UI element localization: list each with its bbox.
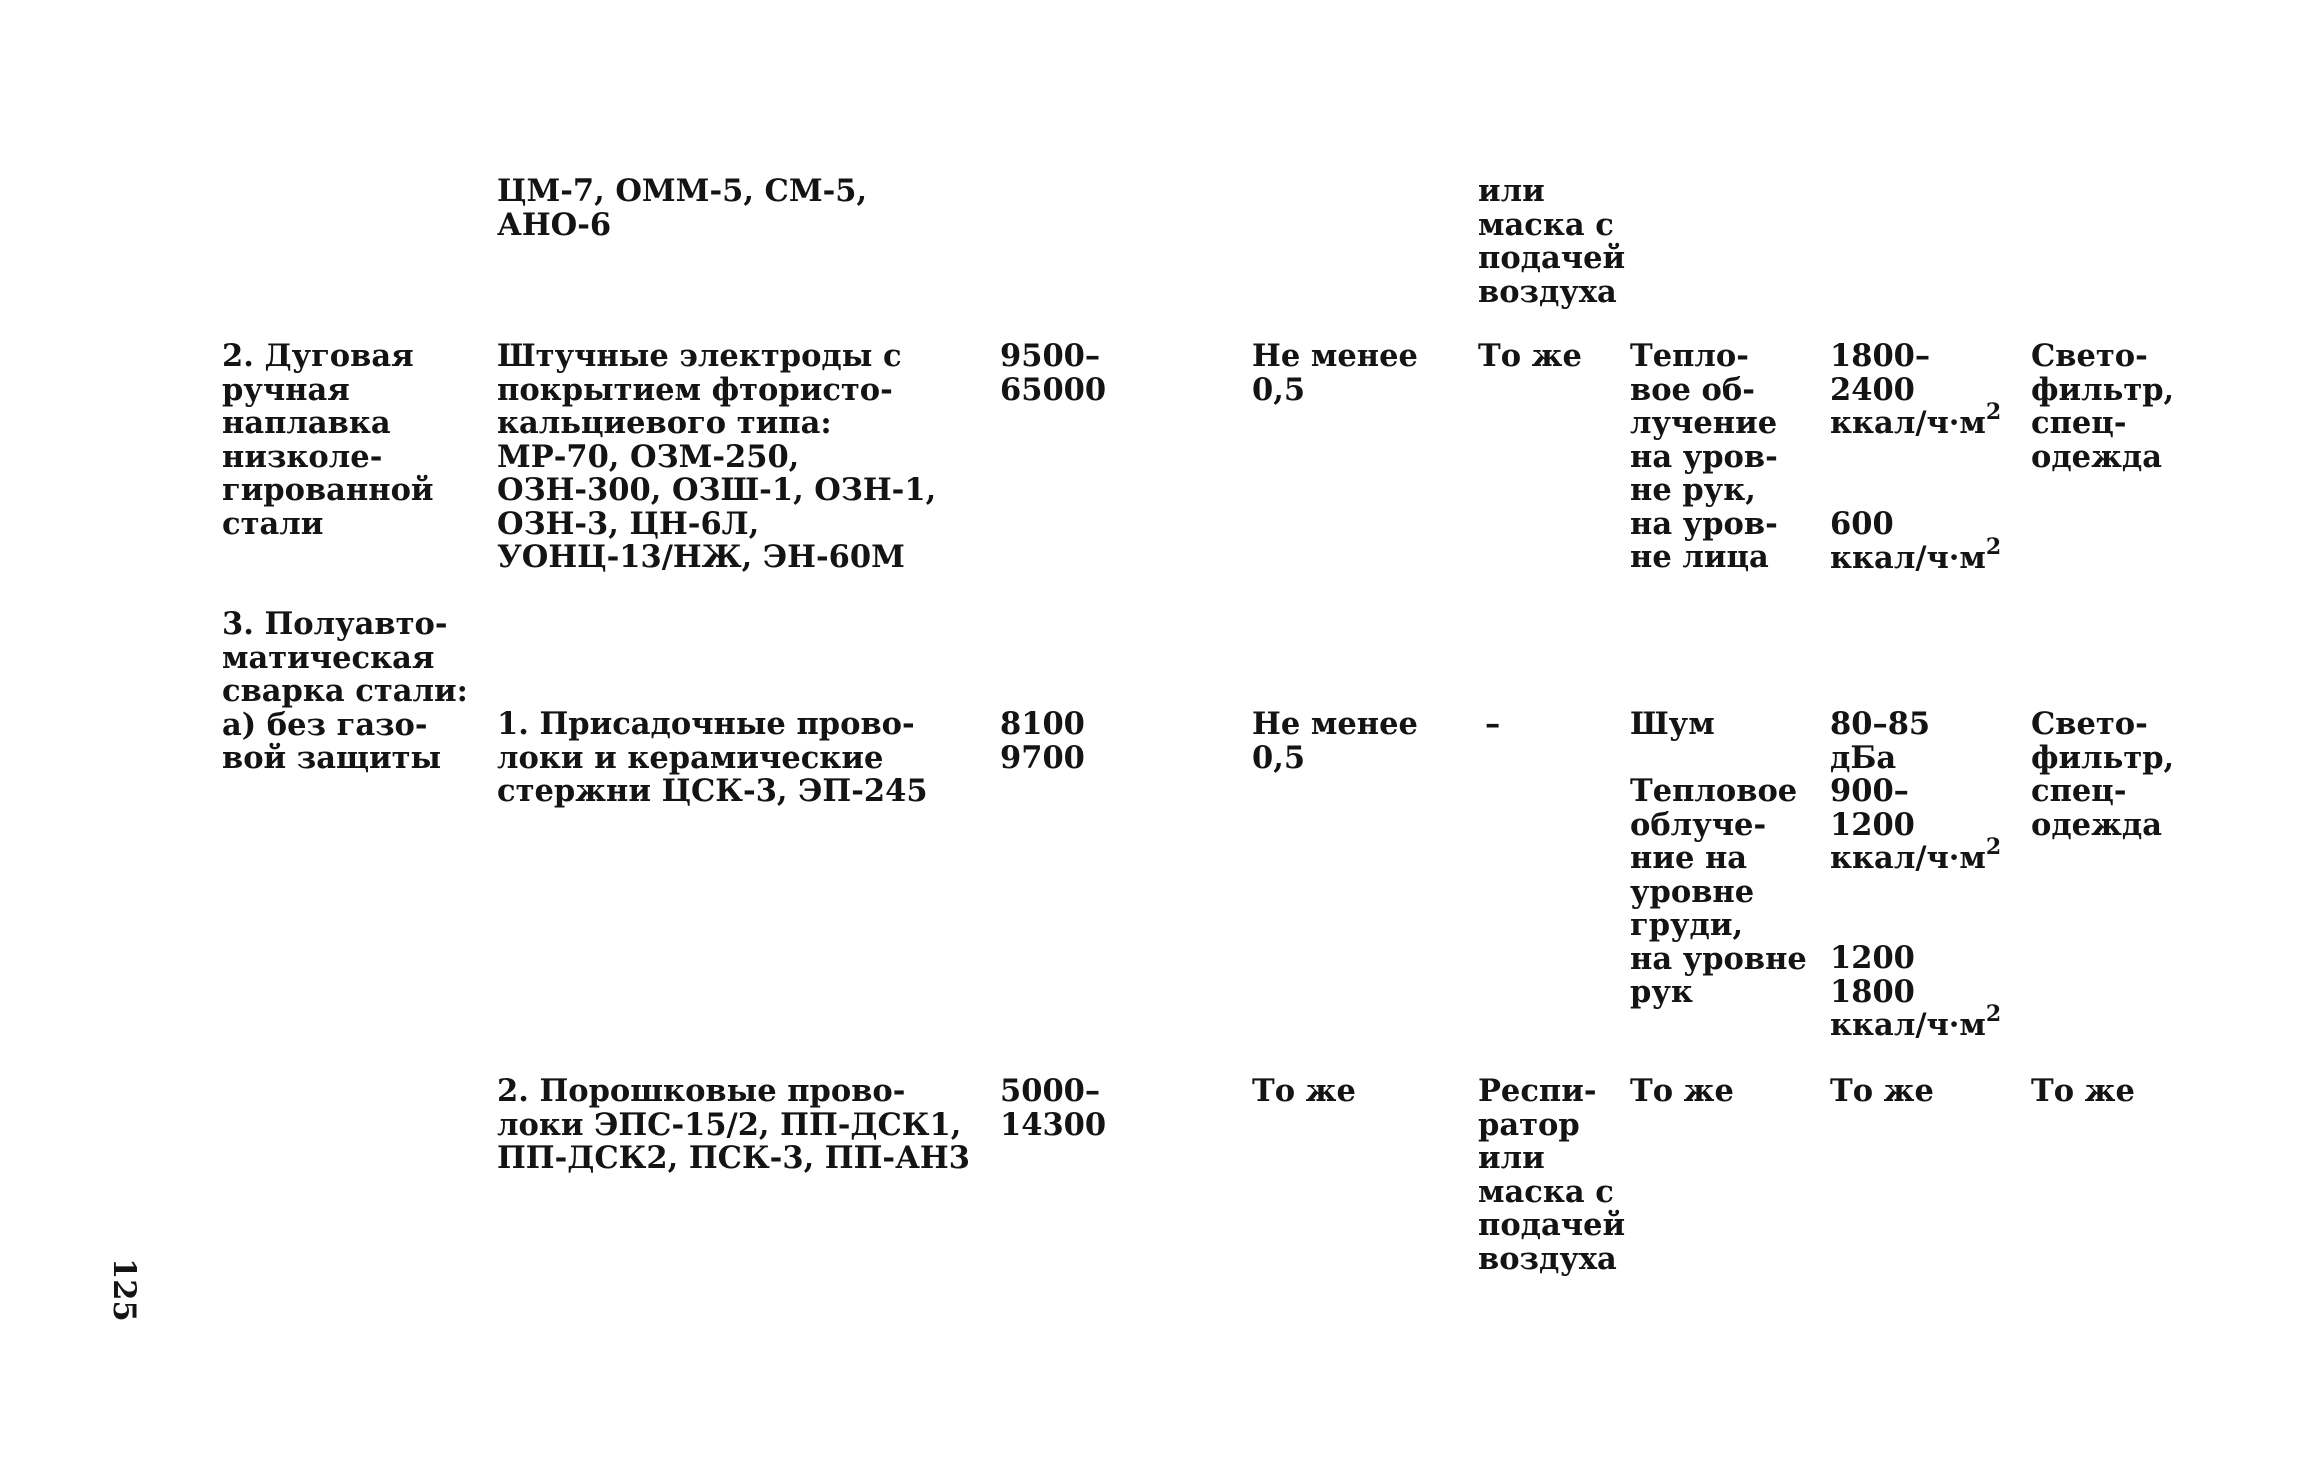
text-line: 2400: [1830, 371, 1915, 408]
text-line: Не менее: [1252, 706, 1418, 742]
text-line: локи и керамические: [497, 739, 884, 776]
unit: ккал/ч·м: [1830, 405, 1986, 441]
text-line: а) без газо-: [222, 706, 428, 743]
row1-protection: [1478, 340, 1582, 374]
text-line: Респи-: [1478, 1073, 1597, 1109]
text-line: стержни ЦСК-3, ЭП-245: [497, 773, 928, 809]
text-line: облуче-: [1630, 806, 1767, 843]
row2-ppe: [2031, 708, 2174, 842]
text-line: стали: [222, 505, 324, 542]
text-line: 65000: [1000, 371, 1107, 408]
text-line: маска с: [1478, 1173, 1614, 1210]
text-line: Свето-: [2031, 338, 2148, 374]
text-line: груди,: [1630, 907, 1744, 943]
text-line: ние на: [1630, 840, 1748, 876]
text-line: не рук,: [1630, 472, 1756, 508]
text-line: МР-70, ОЗМ-250,: [497, 438, 800, 475]
text-line: или: [1478, 1140, 1545, 1176]
text-line: лучение: [1630, 405, 1778, 441]
text-line: 2. Порошковые прово-: [497, 1073, 906, 1109]
text-line: ОЗН-3, ЦН-6Л,: [497, 505, 760, 542]
text-line: вой защиты: [222, 740, 442, 776]
row1-material: [497, 340, 936, 575]
row2-factor-heat: [1630, 775, 1807, 1010]
text-line: фильтр,: [2031, 739, 2175, 776]
text-line: или: [1478, 173, 1545, 209]
row2-min: [1252, 708, 1418, 775]
text-line: 0,5: [1252, 371, 1306, 408]
row3-protection: [1478, 1075, 1625, 1276]
text-line: 1200: [1830, 940, 1915, 976]
text-line: 1800: [1830, 973, 1915, 1010]
text-line: Не менее: [1252, 338, 1418, 374]
row3-ppe: [2031, 1075, 2135, 1109]
text-line: одежда: [2031, 438, 2162, 475]
unit: ккал/ч·м: [1830, 539, 1986, 576]
text-line: сварка стали:: [222, 673, 468, 709]
text-line: То же: [1830, 1073, 1934, 1109]
superscript: 2: [1985, 399, 2002, 425]
unit: ккал/ч·м: [1830, 1007, 1986, 1043]
text-line: 3. Полуавто-: [222, 606, 448, 642]
text-line: 1200: [1830, 806, 1915, 843]
text-line: То же: [1478, 338, 1582, 374]
row1-factor: [1630, 340, 1778, 575]
page-number: 125: [106, 1258, 142, 1322]
row3-value: [1000, 1075, 1106, 1142]
text-line: фильтр,: [2031, 371, 2175, 408]
text-line: рук: [1630, 974, 1693, 1010]
text-line: ПП-ДСК2, ПСК-3, ПП-АН3: [497, 1140, 970, 1176]
text-line: То же: [1252, 1073, 1356, 1109]
text-line: 2. Дуговая: [222, 338, 414, 374]
row2-level-noise: [1830, 708, 1930, 775]
text-line: 1. Присадочные прово-: [497, 706, 915, 742]
row3-level: [1830, 1075, 1934, 1109]
unit: ккал/ч·м: [1830, 840, 1986, 876]
text-line: –: [1485, 706, 1501, 742]
text-line: низколе-: [222, 438, 383, 475]
row3-material: [497, 1075, 970, 1176]
text-line: наплавка: [222, 405, 391, 441]
text-line: спец-: [2031, 773, 2127, 809]
unit-line: [1830, 834, 2002, 876]
superscript: 2: [1985, 834, 2002, 860]
text-line: вое об-: [1630, 371, 1755, 408]
text-line: Тепловое: [1630, 773, 1798, 809]
text-line: уровне: [1630, 873, 1755, 910]
row2-protection: [1485, 708, 1500, 742]
text-line: 5000–: [1000, 1073, 1101, 1109]
text-line: Тепло-: [1630, 338, 1749, 374]
superscript: 2: [1985, 533, 2002, 560]
text-line: 14300: [1000, 1106, 1107, 1143]
row1-ppe: [2031, 340, 2174, 474]
text-line: 900–: [1830, 773, 1909, 809]
text-line: воздуха: [1478, 1240, 1617, 1277]
text-line: Штучные электроды с: [497, 338, 902, 374]
row1-level-hands: [1830, 340, 2001, 441]
text-line: 80–85: [1830, 706, 1931, 742]
text-line: на уров-: [1630, 438, 1778, 475]
text-line: гированной: [222, 472, 434, 508]
text-line: 9500–: [1000, 338, 1101, 374]
row2-level-chest: [1830, 775, 2001, 876]
text-line: То же: [2031, 1073, 2135, 1109]
text-line: на уров-: [1630, 505, 1778, 542]
unit-line: [1830, 533, 2002, 576]
row1-level-face: [1830, 508, 2001, 575]
row2-level-hands: [1830, 942, 2001, 1043]
row2-operation: [222, 608, 468, 776]
row1-value: [1000, 340, 1106, 407]
text-line: 0,5: [1252, 739, 1306, 776]
text-line: кальциевого типа:: [497, 405, 832, 441]
text-line: УОНЦ-13/НЖ, ЭН-60М: [497, 539, 905, 575]
row0-protection: [1478, 175, 1625, 309]
row2-material: [497, 708, 928, 809]
text-line: подачей: [1478, 240, 1626, 276]
text-line: 9700: [1000, 739, 1085, 776]
text-line: ОЗН-300, ОЗШ-1, ОЗН-1,: [497, 472, 937, 508]
row3-min: [1252, 1075, 1356, 1109]
row1-min: [1252, 340, 1418, 407]
text-line: Свето-: [2031, 706, 2148, 742]
text-line: ручная: [222, 371, 350, 408]
text-line: дБа: [1830, 739, 1897, 776]
text-line: покрытием фтористо-: [497, 371, 893, 408]
text-line: АНО-6: [497, 206, 612, 243]
unit-line: [1830, 399, 2002, 441]
row1-operation: [222, 340, 434, 541]
text-line: 8100: [1000, 706, 1085, 742]
text-line: не лица: [1630, 539, 1769, 575]
text-line: ратор: [1478, 1106, 1580, 1143]
text-line: локи ЭПС-15/2, ПП-ДСК1,: [497, 1106, 962, 1143]
text-line: ЦМ-7, ОММ-5, СМ-5,: [497, 173, 868, 209]
text-line: То же: [1630, 1073, 1734, 1109]
text-line: маска с: [1478, 206, 1614, 243]
text-line: 600: [1830, 506, 1894, 542]
text-line: матическая: [222, 639, 435, 676]
text-line: воздуха: [1478, 273, 1617, 310]
text-line: на уровне: [1630, 940, 1807, 977]
superscript: 2: [1985, 1001, 2002, 1027]
row3-factor: [1630, 1075, 1734, 1109]
text-line: 1800–: [1830, 338, 1931, 374]
row0-electrodes: [497, 175, 867, 242]
text-line: одежда: [2031, 806, 2162, 843]
text-line: Шум: [1630, 706, 1715, 742]
row2-factor-noise: [1630, 708, 1715, 742]
row2-value: [1000, 708, 1085, 775]
text-line: спец-: [2031, 405, 2127, 441]
text-line: подачей: [1478, 1207, 1626, 1243]
unit-line: [1830, 1001, 2002, 1043]
